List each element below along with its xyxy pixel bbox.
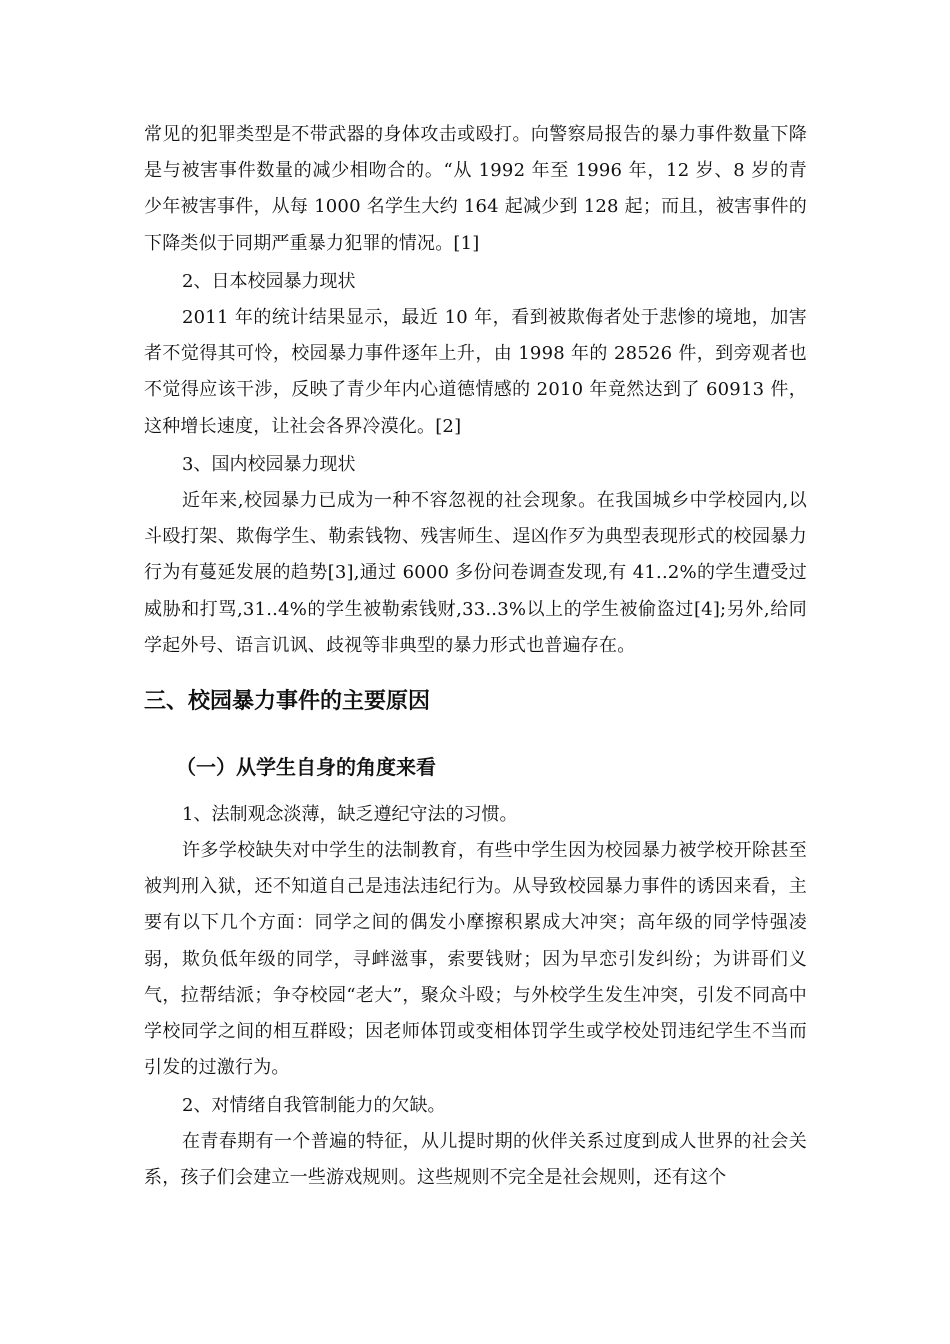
heading-domestic-status: 3、国内校园暴力现状 — [182, 454, 356, 475]
paragraph-legal-awareness: 许多学校缺失对中学生的法制教育，有些中学生因为校园暴力被学校开除甚至被判刑入狱，还不知道自己是违法违纪行为。从导致校园暴力事件的诱因来看，主要有以下几个方面：同学之间的偶发小摩擦积累成大冲突；高年级的同学恃强凌弱，欺负低年级的同学，寻衅滋事，索要钱财；因为早恋引发纠纷；为讲哥们义气，拉帮结派；争夺校园“老大”，聚众斗殴；与外校学生发生冲突，引发不同高中学校同学之间的相互群殴；因老师体罚或变相体罚学生或学校处罚违纪学生不当而引发的过激行为。 — [144, 840, 807, 1079]
subsection-title: （一）从学生自身的角度来看 — [176, 755, 436, 779]
paragraph-japan-statistics: 2011 年的统计结果显示，最近 10 年，看到被欺侮者处于悲惨的境地，加害者不觉得其可怜，校园暴力事件逐年上升，由 1998 年的 28526 件，到旁观者也不觉得应该干涉，反映了青少年内心道德情感的 2010 年竟然达到了 60913 件，这种增长速度，让社会各界冷漠化。[2] — [144, 307, 807, 437]
heading-japan-status: 2、日本校园暴力现状 — [182, 271, 356, 292]
paragraph-emotional-control: 在青春期有一个普遍的特征，从儿提时期的伙伴关系过度到成人世界的社会关系，孩子们会建立一些游戏规则。这些规则不完全是社会规则，还有这个 — [144, 1131, 807, 1189]
section-title: 三、校园暴力事件的主要原因 — [144, 689, 431, 714]
heading-item-2: 2、对情绪自我管制能力的欠缺。 — [182, 1095, 446, 1116]
heading-item-1: 1、法制观念淡薄，缺乏遵纪守法的习惯。 — [182, 804, 518, 825]
paragraph-us-statistics: 常见的犯罪类型是不带武器的身体攻击或殴打。向警察局报告的暴力事件数量下降是与被害事件数量的减少相吻合的。“从 1992 年至 1996 年，12 岁、8 岁的青少年被害事件，从每 1000 名学生大约 164 起减少到 128 起；而且，被害事件的下降类似于同期严重暴力犯罪的情况。[1] — [144, 124, 807, 254]
paragraph-domestic-status: 近年来,校园暴力已成为一种不容忽视的社会现象。在我国城乡中学校园内,以斗殴打架、欺侮学生、勒索钱物、残害师生、逞凶作歹为典型表现形式的校园暴力行为有蔓延发展的趋势[3],通过 6000 多份问卷调查发现,有 41..2%的学生遭受过威胁和打骂,31..4%的学生被勒索钱财,33..3%以上的学生被偷盗过[4];另外,给同学起外号、语言讥讽、歧视等非典型的暴力形式也普遍存在。 — [144, 490, 807, 656]
